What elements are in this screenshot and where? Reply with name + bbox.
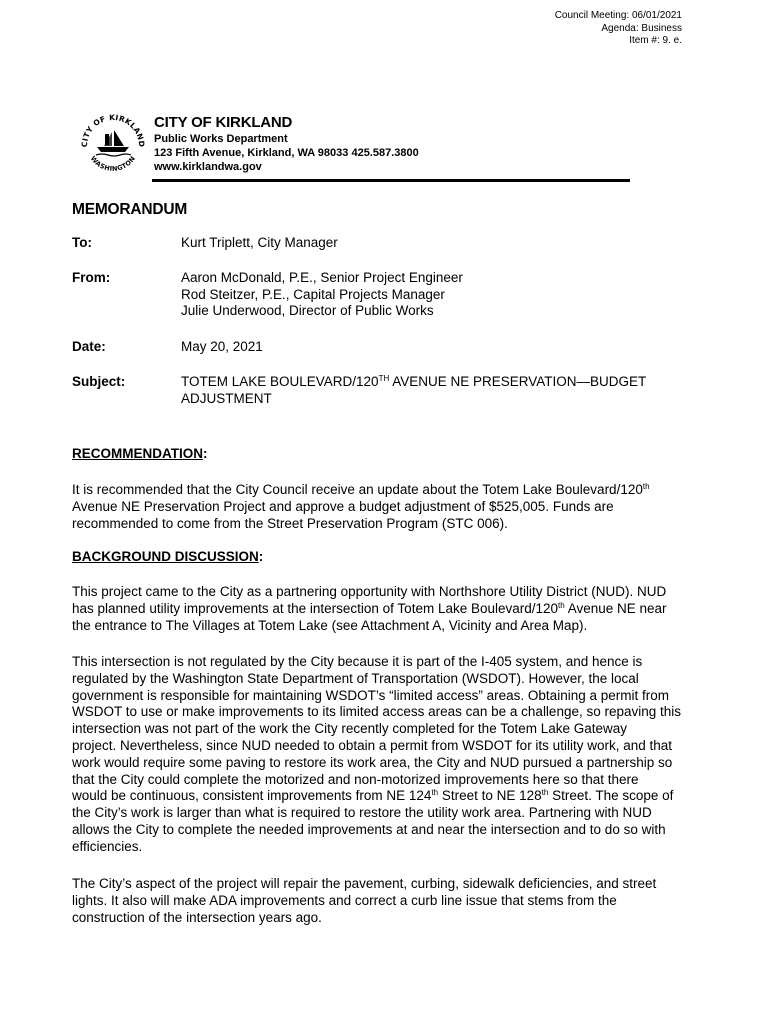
to-label: To: bbox=[72, 235, 92, 250]
letterhead bbox=[154, 114, 419, 174]
background-paragraph-2: This intersection is not regulated by the City because it is part of the I-405 system, and hence is regulated by the Washington State Department of Transportation (WSDOT). However, the local government is responsible for maintaining WSDOT’s “limited access” areas. Obtaining a permit from WSDOT to use or make improvements to its limited access areas can be a challenge, so repaving this intersection was not part of the work the City recently completed for the Totem Lake Gateway project. Nevertheless, since NUD needed to obtain a permit from WSDOT for its utility work, and that work would require some paving to restore its work area, the City and NUD pursued a partnership so that the City could complete the motorized and non-motorized improvements here so that there would be continuous, consistent improvements from NE 124th Street to NE 128th Street. The scope of the City’s work is larger than what is required to restore the utility work area. Partnering with NUD allows the City to complete the needed improvements at and near the intersection and to do so with efficiencies. bbox=[72, 654, 682, 854]
meeting-agenda: Agenda: Business bbox=[601, 22, 682, 34]
memo-title: MEMORANDUM bbox=[72, 201, 188, 218]
recommendation-heading: RECOMMENDATION: bbox=[72, 446, 208, 461]
website-link[interactable]: www.kirklandwa.gov bbox=[154, 161, 262, 173]
meeting-date: Council Meeting: 06/01/2021 bbox=[554, 10, 682, 21]
city-seal-logo bbox=[78, 108, 148, 178]
date-value: May 20, 2021 bbox=[181, 339, 263, 354]
from-line: Aaron McDonald, P.E., Senior Project Engineer bbox=[181, 270, 463, 285]
date-label: Date: bbox=[72, 339, 106, 354]
subject-label: Subject: bbox=[72, 374, 126, 389]
meeting-info bbox=[555, 10, 682, 48]
background-paragraph-1: This project came to the City as a partnering opportunity with Northshore Utility District (NUD). NUD has planned utility improvements at the intersection of Totem Lake Boulevard/120th Avenue NE near the entrance to The Villages at Totem Lake (see Attachment A, Vicinity and Area Map). bbox=[72, 584, 667, 633]
meeting-item: Item #: 9. e. bbox=[629, 35, 682, 46]
letterhead-divider bbox=[152, 179, 630, 182]
background-paragraph-3: The City’s aspect of the project will repair the pavement, curbing, sidewalk deficiencies, and street lights. It also will make ADA improvements and correct a curb line issue that stems from the construction of the intersection years ago. bbox=[72, 876, 657, 925]
svg-text:WASHINGTON: WASHINGTON bbox=[88, 154, 138, 173]
from-label: From: bbox=[72, 270, 111, 285]
svg-text:CITY OF KIRKLAND: CITY OF KIRKLAND bbox=[79, 112, 147, 148]
subject-line: ADJUSTMENT bbox=[181, 390, 272, 406]
department-address: 123 Fifth Avenue, Kirkland, WA 98033 425.587.3800 bbox=[154, 147, 419, 159]
ferry-boat-icon bbox=[96, 130, 131, 156]
from-line: Rod Steitzer, P.E., Capital Projects Manager bbox=[181, 286, 445, 302]
from-line: Julie Underwood, Director of Public Works bbox=[181, 303, 434, 318]
department-name: Public Works Department bbox=[154, 133, 288, 145]
recommendation-paragraph: It is recommended that the City Council receive an update about the Totem Lake Boulevard/120th Avenue NE Preservation Project and approve a budget adjustment of $525,005. Funds are recommended to come from the Street Preservation Program (STC 006). bbox=[72, 482, 650, 531]
org-name: CITY OF KIRKLAND bbox=[154, 114, 293, 131]
to-value: Kurt Triplett, City Manager bbox=[181, 235, 338, 250]
subject-line: TOTEM LAKE BOULEVARD/120TH AVENUE NE PRESERVATION—BUDGET bbox=[181, 374, 647, 389]
background-heading: BACKGROUND DISCUSSION: bbox=[72, 549, 264, 564]
